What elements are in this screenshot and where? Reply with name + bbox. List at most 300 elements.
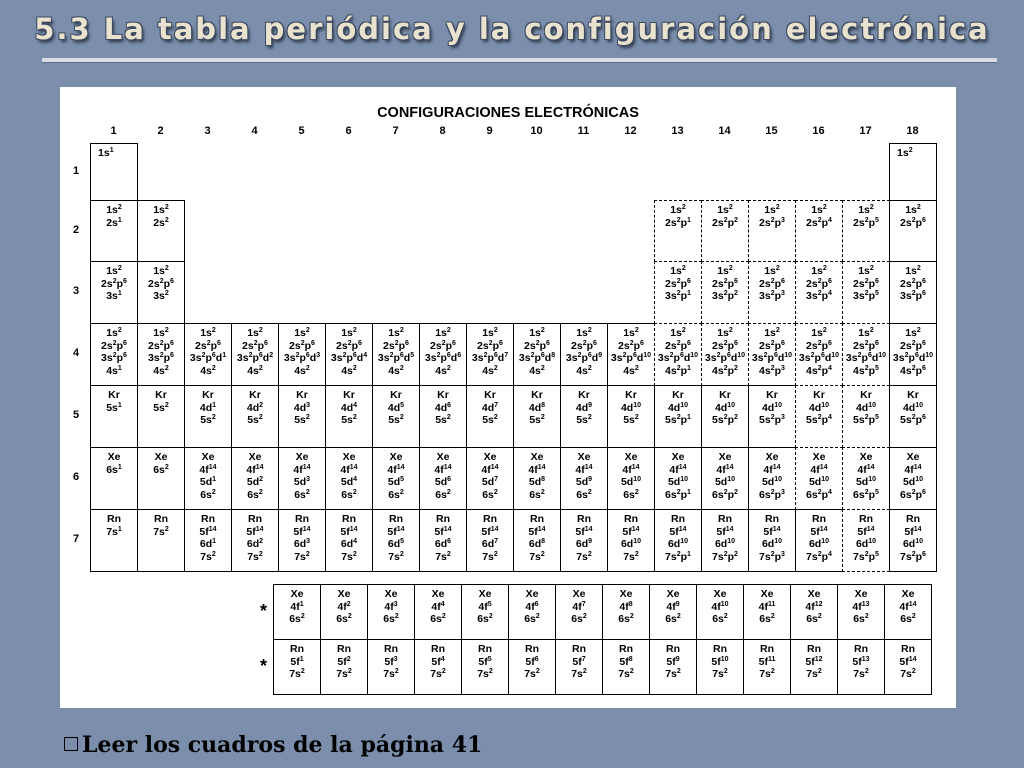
group-number-9: 9 [486, 125, 493, 137]
config-line: $5d^{10}$ [667, 476, 689, 488]
config-line: $3s^2p^6d^9$ [565, 352, 603, 364]
config-line: $4d^{10}$ [902, 401, 924, 414]
config-line: Xe [765, 451, 779, 463]
config-line: $5s^2p^3$ [759, 414, 785, 426]
config-line: $2s^2p^5$ [853, 216, 879, 229]
config-line: $1s^1$ [98, 147, 114, 159]
config-line: $5s^2p^4$ [806, 414, 832, 426]
table-title: CONFIGURACIONES ELECTRÓNICAS [377, 105, 639, 121]
element-cell-p2-g14 [701, 200, 749, 262]
config-line: $1s^2$ [764, 327, 780, 339]
config-line: $3s^2p^6d^2$ [236, 352, 274, 364]
config-line: $7s^2$ [618, 668, 634, 680]
config-line: $1s^2$ [388, 327, 404, 339]
config-line: $7s^2$ [247, 550, 263, 563]
config-line: $2s^2p^6$ [712, 277, 738, 290]
config-line: Rn [295, 513, 309, 525]
config-line: $1s^2$ [106, 265, 122, 277]
config-line: $6s^2$ [524, 613, 540, 625]
config-line: $1s^2$ [905, 265, 921, 277]
lanthanides-cell-7 [555, 584, 603, 640]
lanthanides-cell-2 [320, 584, 368, 640]
actinides-cell-8 [602, 639, 650, 695]
config-line: $6d^{10}$ [902, 538, 924, 550]
actinides-cell-6 [508, 639, 556, 695]
config-line: Kr [343, 389, 355, 401]
element-cell-p6-g7 [372, 447, 420, 510]
config-line: $6d^7$ [481, 538, 499, 550]
config-line: Kr [625, 389, 637, 401]
period-number-3: 3 [72, 285, 80, 297]
config-line: $3s^2p^6d^{10}$ [798, 352, 840, 364]
config-line: Rn [483, 513, 497, 525]
element-cell-p4-g16 [795, 323, 843, 386]
config-line: Xe [389, 451, 403, 463]
config-line: $4f^{14}$ [293, 463, 311, 476]
config-line: $6s^2p^2$ [712, 488, 738, 501]
config-line: $3s^2p^6d^8$ [518, 352, 556, 364]
element-cell-p7-g2 [137, 509, 185, 572]
config-line: Rn [248, 513, 262, 525]
config-line: $5f^{14}$ [899, 655, 917, 668]
config-line: $1s^2$ [764, 265, 780, 277]
config-line: $5f^6$ [525, 655, 539, 668]
element-cell-p5-g17 [842, 385, 890, 448]
config-line: $5d^9$ [575, 476, 593, 488]
config-line: $4f^5$ [478, 600, 492, 613]
config-line: $4f^{14}$ [246, 463, 264, 476]
lanthanides-cell-11 [743, 584, 791, 640]
group-number-13: 13 [671, 125, 684, 137]
element-cell-p2-g18 [889, 200, 937, 262]
config-line: $5f^{14}$ [481, 525, 499, 538]
config-line: Kr [390, 389, 402, 401]
config-line: $6s^2$ [336, 613, 352, 625]
config-line: $7s^2p^1$ [665, 550, 691, 563]
config-line: $1s^2$ [717, 327, 733, 339]
config-line: $4s^2p^1$ [665, 364, 691, 377]
element-cell-p5-g3 [184, 385, 232, 448]
config-line: $6d^4$ [340, 538, 358, 550]
config-line: $5s^1$ [106, 401, 122, 414]
config-line: Kr [202, 389, 214, 401]
element-cell-p5-g18 [889, 385, 937, 448]
group-number-12: 12 [624, 125, 637, 137]
config-line: $1s^2$ [811, 327, 827, 339]
element-cell-p3-g16 [795, 261, 843, 324]
config-line: $5f^{14}$ [857, 525, 875, 538]
config-line: $5d^2$ [246, 476, 264, 488]
config-line: $1s^2$ [897, 147, 913, 159]
config-line: Rn [619, 643, 633, 655]
element-cell-p3-g1 [90, 261, 138, 324]
config-line: $1s^2$ [858, 204, 874, 216]
actinides-cell-1 [273, 639, 321, 695]
config-line: Rn [765, 513, 779, 525]
config-line: $3s^2p^6d^1$ [189, 352, 227, 364]
element-cell-p7-g17 [842, 509, 890, 572]
config-line: Rn [436, 513, 450, 525]
element-cell-p4-g13 [654, 323, 702, 386]
config-line: Rn [906, 513, 920, 525]
config-line: $5f^{14}$ [528, 525, 546, 538]
config-line: $3s^2$ [153, 290, 169, 302]
config-line: $2s^2p^6$ [242, 339, 268, 352]
config-line: $5f^{14}$ [763, 525, 781, 538]
config-line: $4d^2$ [246, 401, 264, 414]
group-number-10: 10 [530, 125, 543, 137]
config-line: $4f^1$ [290, 600, 304, 613]
config-line: $5f^4$ [431, 655, 445, 668]
title-divider [42, 58, 997, 63]
config-line: $6s^2$ [430, 613, 446, 625]
element-cell-p7-g3 [184, 509, 232, 572]
config-line: Rn [337, 643, 351, 655]
config-line: $3s^2p^6d^4$ [330, 352, 368, 364]
config-line: Kr [296, 389, 308, 401]
config-line: $6d^{10}$ [855, 538, 877, 550]
element-cell-p4-g4 [231, 323, 279, 386]
config-line: $4s^2p^3$ [759, 364, 785, 377]
group-number-18: 18 [906, 125, 919, 137]
config-line: $5s^2$ [200, 414, 216, 426]
element-cell-p5-g15 [748, 385, 796, 448]
config-line: $1s^2$ [858, 265, 874, 277]
config-line: Xe [436, 451, 450, 463]
config-line: $5d^6$ [434, 476, 452, 488]
config-line: Kr [531, 389, 543, 401]
config-line: $3s^2p^6d^{10}$ [892, 352, 934, 364]
config-line: Rn [154, 513, 168, 525]
config-line: $6d^{10}$ [714, 538, 736, 550]
config-line: Xe [906, 451, 920, 463]
config-line: $4f^{14}$ [387, 463, 405, 476]
element-cell-p4-g9 [466, 323, 514, 386]
config-line: $5f^{11}$ [758, 655, 776, 668]
config-line: $4f^{14}$ [575, 463, 593, 476]
group-number-5: 5 [298, 125, 305, 137]
footer-note [64, 732, 482, 758]
element-cell-p6-g11 [560, 447, 608, 510]
config-line: $4s^2$ [435, 364, 451, 377]
group-number-3: 3 [204, 125, 211, 137]
config-line: $1s^2$ [717, 265, 733, 277]
config-line: Kr [108, 389, 120, 401]
config-line: $5f^{13}$ [852, 655, 870, 668]
config-line: Rn [901, 643, 915, 655]
config-line: $6d^6$ [434, 538, 452, 550]
element-cell-p4-g18 [889, 323, 937, 386]
config-line: $4f^{14}$ [199, 463, 217, 476]
config-line: $1s^2$ [576, 327, 592, 339]
footer-text: Leer los cuadros de la página 41 [82, 732, 483, 758]
config-line: $5s^2$ [435, 414, 451, 426]
actinides-cell-2 [320, 639, 368, 695]
period-number-6: 6 [72, 471, 80, 483]
config-line: Kr [907, 389, 919, 401]
lanthanides-cell-9 [649, 584, 697, 640]
config-line: $4f^{14}$ [857, 463, 875, 476]
config-line: Xe [525, 588, 539, 600]
element-cell-p7-g12 [607, 509, 655, 572]
config-line: $6s^2p^6$ [900, 488, 926, 501]
config-line: $4s^2$ [341, 364, 357, 377]
config-line: $7s^2$ [435, 550, 451, 563]
element-cell-p4-g12 [607, 323, 655, 386]
config-line: $6s^2$ [571, 613, 587, 625]
config-line: Xe [342, 451, 356, 463]
config-line: $5f^{14}$ [340, 525, 358, 538]
config-line: $7s^2$ [524, 668, 540, 680]
config-line: $1s^2$ [482, 327, 498, 339]
element-cell-p2-g17 [842, 200, 890, 262]
element-cell-p6-g6 [325, 447, 373, 510]
config-line: $5s^2$ [388, 414, 404, 426]
config-line: $4s^2$ [200, 364, 216, 377]
element-cell-p7-g15 [748, 509, 796, 572]
element-cell-p5-g2 [137, 385, 185, 448]
config-line: $6d^9$ [575, 538, 593, 550]
config-line: Rn [812, 513, 826, 525]
config-line: $3s^2p^6d^{10}$ [845, 352, 887, 364]
config-line: $5f^{14}$ [575, 525, 593, 538]
config-line: $2s^2p^6$ [477, 339, 503, 352]
config-line: $3s^2p^6d^6$ [424, 352, 462, 364]
config-line: $1s^2$ [670, 265, 686, 277]
config-line: $4s^2$ [576, 364, 592, 377]
config-line: Rn [384, 643, 398, 655]
config-line: $4d^6$ [434, 401, 452, 414]
config-line: Rn [624, 513, 638, 525]
config-line: $4f^8$ [619, 600, 633, 613]
config-line: Xe [619, 588, 633, 600]
config-line: $4d^{10}$ [620, 401, 642, 414]
element-cell-p6-g15 [748, 447, 796, 510]
config-line: $2s^2p^6$ [900, 216, 926, 229]
config-line: $7s^2$ [388, 550, 404, 563]
config-line: $6s^2$ [200, 488, 216, 501]
config-line: Xe [530, 451, 544, 463]
config-line: Kr [578, 389, 590, 401]
config-line: $2s^2p^6$ [571, 339, 597, 352]
config-line: Xe [572, 588, 586, 600]
config-line: $5d^7$ [481, 476, 499, 488]
config-line: $7s^2$ [665, 668, 681, 680]
config-line: $4s^2$ [529, 364, 545, 377]
config-line: $5f^1$ [290, 655, 304, 668]
config-line: $4f^{13}$ [852, 600, 870, 613]
config-line: $4f^3$ [384, 600, 398, 613]
config-line: $7s^2p^6$ [900, 550, 926, 563]
config-line: $4s^2$ [153, 364, 169, 377]
element-cell-p2-g13 [654, 200, 702, 262]
config-line: $6s^2$ [289, 613, 305, 625]
group-number-7: 7 [392, 125, 399, 137]
element-cell-p4-g14 [701, 323, 749, 386]
config-line: $6s^2$ [618, 613, 634, 625]
config-line: $2s^2p^6$ [618, 339, 644, 352]
config-line: Rn [859, 513, 873, 525]
config-line: $2s^2p^6$ [101, 277, 127, 290]
element-cell-p1-g1 [90, 143, 138, 201]
element-cell-p7-g14 [701, 509, 749, 572]
config-line: $4d^9$ [575, 401, 593, 414]
element-cell-p4-g8 [419, 323, 467, 386]
config-line: $7s^2$ [571, 668, 587, 680]
element-cell-p6-g18 [889, 447, 937, 510]
element-cell-p7-g5 [278, 509, 326, 572]
group-number-2: 2 [157, 125, 164, 137]
config-line: $7s^2$ [806, 668, 822, 680]
config-line: $3s^2p^1$ [665, 290, 691, 302]
config-line: $5d^{10}$ [855, 476, 877, 488]
config-line: $2s^2p^6$ [101, 339, 127, 352]
config-line: $1s^2$ [153, 327, 169, 339]
config-line: $5s^2$ [247, 414, 263, 426]
config-line: Xe [854, 588, 868, 600]
config-line: $5f^{14}$ [199, 525, 217, 538]
config-line: $1s^2$ [529, 327, 545, 339]
config-line: $6s^2$ [383, 613, 399, 625]
element-cell-p5-g8 [419, 385, 467, 448]
config-line: Rn [530, 513, 544, 525]
config-line: $3s^2p^6d^{10}$ [657, 352, 699, 364]
config-line: $5f^{14}$ [246, 525, 264, 538]
element-cell-p2-g15 [748, 200, 796, 262]
config-line: $3s^2p^2$ [712, 290, 738, 302]
element-cell-p7-g8 [419, 509, 467, 572]
config-line: $5f^{14}$ [810, 525, 828, 538]
config-line: $6s^2p^5$ [853, 488, 879, 501]
config-line: $6d^2$ [246, 538, 264, 550]
config-line: Xe [671, 451, 685, 463]
config-line: $1s^2$ [341, 327, 357, 339]
element-cell-p4-g11 [560, 323, 608, 386]
config-line: $1s^2$ [153, 204, 169, 216]
element-cell-p3-g15 [748, 261, 796, 324]
element-cell-p5-g16 [795, 385, 843, 448]
config-line: $5f^2$ [337, 655, 351, 668]
config-line: $1s^2$ [435, 327, 451, 339]
element-cell-p4-g1 [90, 323, 138, 386]
config-line: $6d^{10}$ [761, 538, 783, 550]
config-line: $7s^2$ [477, 668, 493, 680]
element-cell-p6-g1 [90, 447, 138, 510]
config-line: Xe [290, 588, 304, 600]
config-line: Xe [718, 451, 732, 463]
config-line: Rn [389, 513, 403, 525]
element-cell-p6-g16 [795, 447, 843, 510]
config-line: $4s^2$ [247, 364, 263, 377]
config-line: $3s^2p^6d^5$ [377, 352, 415, 364]
config-line: $4f^{11}$ [758, 600, 776, 613]
config-line: Xe [201, 451, 215, 463]
config-line: Rn [760, 643, 774, 655]
config-line: Rn [666, 643, 680, 655]
config-line: $5s^2$ [341, 414, 357, 426]
config-line: $5d^{10}$ [620, 476, 642, 488]
config-line: $6s^2$ [665, 613, 681, 625]
config-line: $3s^2p^6$ [148, 352, 174, 364]
element-cell-p7-g13 [654, 509, 702, 572]
element-cell-p3-g2 [137, 261, 185, 324]
config-line: $2s^2p^6$ [665, 339, 691, 352]
config-line: Xe [624, 451, 638, 463]
config-line: $6s^2$ [294, 488, 310, 501]
config-line: $1s^2$ [811, 204, 827, 216]
config-line: $6s^2$ [482, 488, 498, 501]
config-line: Kr [155, 389, 167, 401]
config-line: $7s^2$ [712, 668, 728, 680]
config-line: $5s^2p^6$ [900, 414, 926, 426]
config-line: Kr [484, 389, 496, 401]
config-line: $2s^2p^6$ [759, 277, 785, 290]
series-asterisk: * [260, 656, 268, 676]
lanthanides-cell-10 [696, 584, 744, 640]
config-line: $3s^2p^5$ [853, 290, 879, 302]
element-cell-p3-g14 [701, 261, 749, 324]
config-line: $6d^1$ [199, 538, 217, 550]
config-line: $4f^{14}$ [481, 463, 499, 476]
config-line: $6s^2$ [529, 488, 545, 501]
config-line: $4f^{14}$ [810, 463, 828, 476]
config-line: $5f^{12}$ [805, 655, 823, 668]
element-cell-p5-g11 [560, 385, 608, 448]
element-cell-p6-g9 [466, 447, 514, 510]
config-line: $4d^{10}$ [667, 401, 689, 414]
config-line: Xe [337, 588, 351, 600]
config-line: $6s^2$ [900, 613, 916, 625]
config-line: $5s^2$ [529, 414, 545, 426]
config-line: $2s^2p^6$ [524, 339, 550, 352]
config-line: $2s^2p^6$ [665, 277, 691, 290]
period-number-2: 2 [72, 223, 80, 236]
lanthanides-cell-12 [790, 584, 838, 640]
config-line: $7s^2$ [759, 668, 775, 680]
actinides-cell-3 [367, 639, 415, 695]
config-line: $3s^2p^6d^{10}$ [704, 352, 746, 364]
config-line: $4f^{14}$ [340, 463, 358, 476]
config-line: $4s^2$ [294, 364, 310, 377]
element-cell-p6-g13 [654, 447, 702, 510]
config-line: $3s^2p^4$ [806, 290, 832, 302]
config-line: $4f^{14}$ [669, 463, 687, 476]
lanthanides-cell-1 [273, 584, 321, 640]
element-cell-p7-g18 [889, 509, 937, 572]
config-line: $6s^2$ [759, 613, 775, 625]
config-line: $4f^{14}$ [434, 463, 452, 476]
config-line: $5s^2p^2$ [712, 414, 738, 426]
config-line: $7s^2p^5$ [853, 550, 879, 563]
config-line: $4f^{14}$ [622, 463, 640, 476]
config-line: $5f^7$ [572, 655, 586, 668]
element-cell-p4-g5 [278, 323, 326, 386]
config-line: $2s^2p^6$ [383, 339, 409, 352]
config-line: $5f^3$ [384, 655, 398, 668]
config-line: $5d^4$ [340, 476, 358, 488]
config-line: $5d^3$ [293, 476, 311, 488]
config-line: $5f^{14}$ [434, 525, 452, 538]
config-line: $5s^2p^1$ [665, 414, 691, 426]
config-line: Xe [483, 451, 497, 463]
config-line: $2s^2p^6$ [900, 277, 926, 290]
actinides-cell-12 [790, 639, 838, 695]
config-line: $6s^2$ [247, 488, 263, 501]
config-line: $6d^5$ [387, 538, 405, 550]
lanthanides-cell-4 [414, 584, 462, 640]
config-line: Rn [201, 513, 215, 525]
config-line: $3s^2p^6$ [101, 352, 127, 364]
